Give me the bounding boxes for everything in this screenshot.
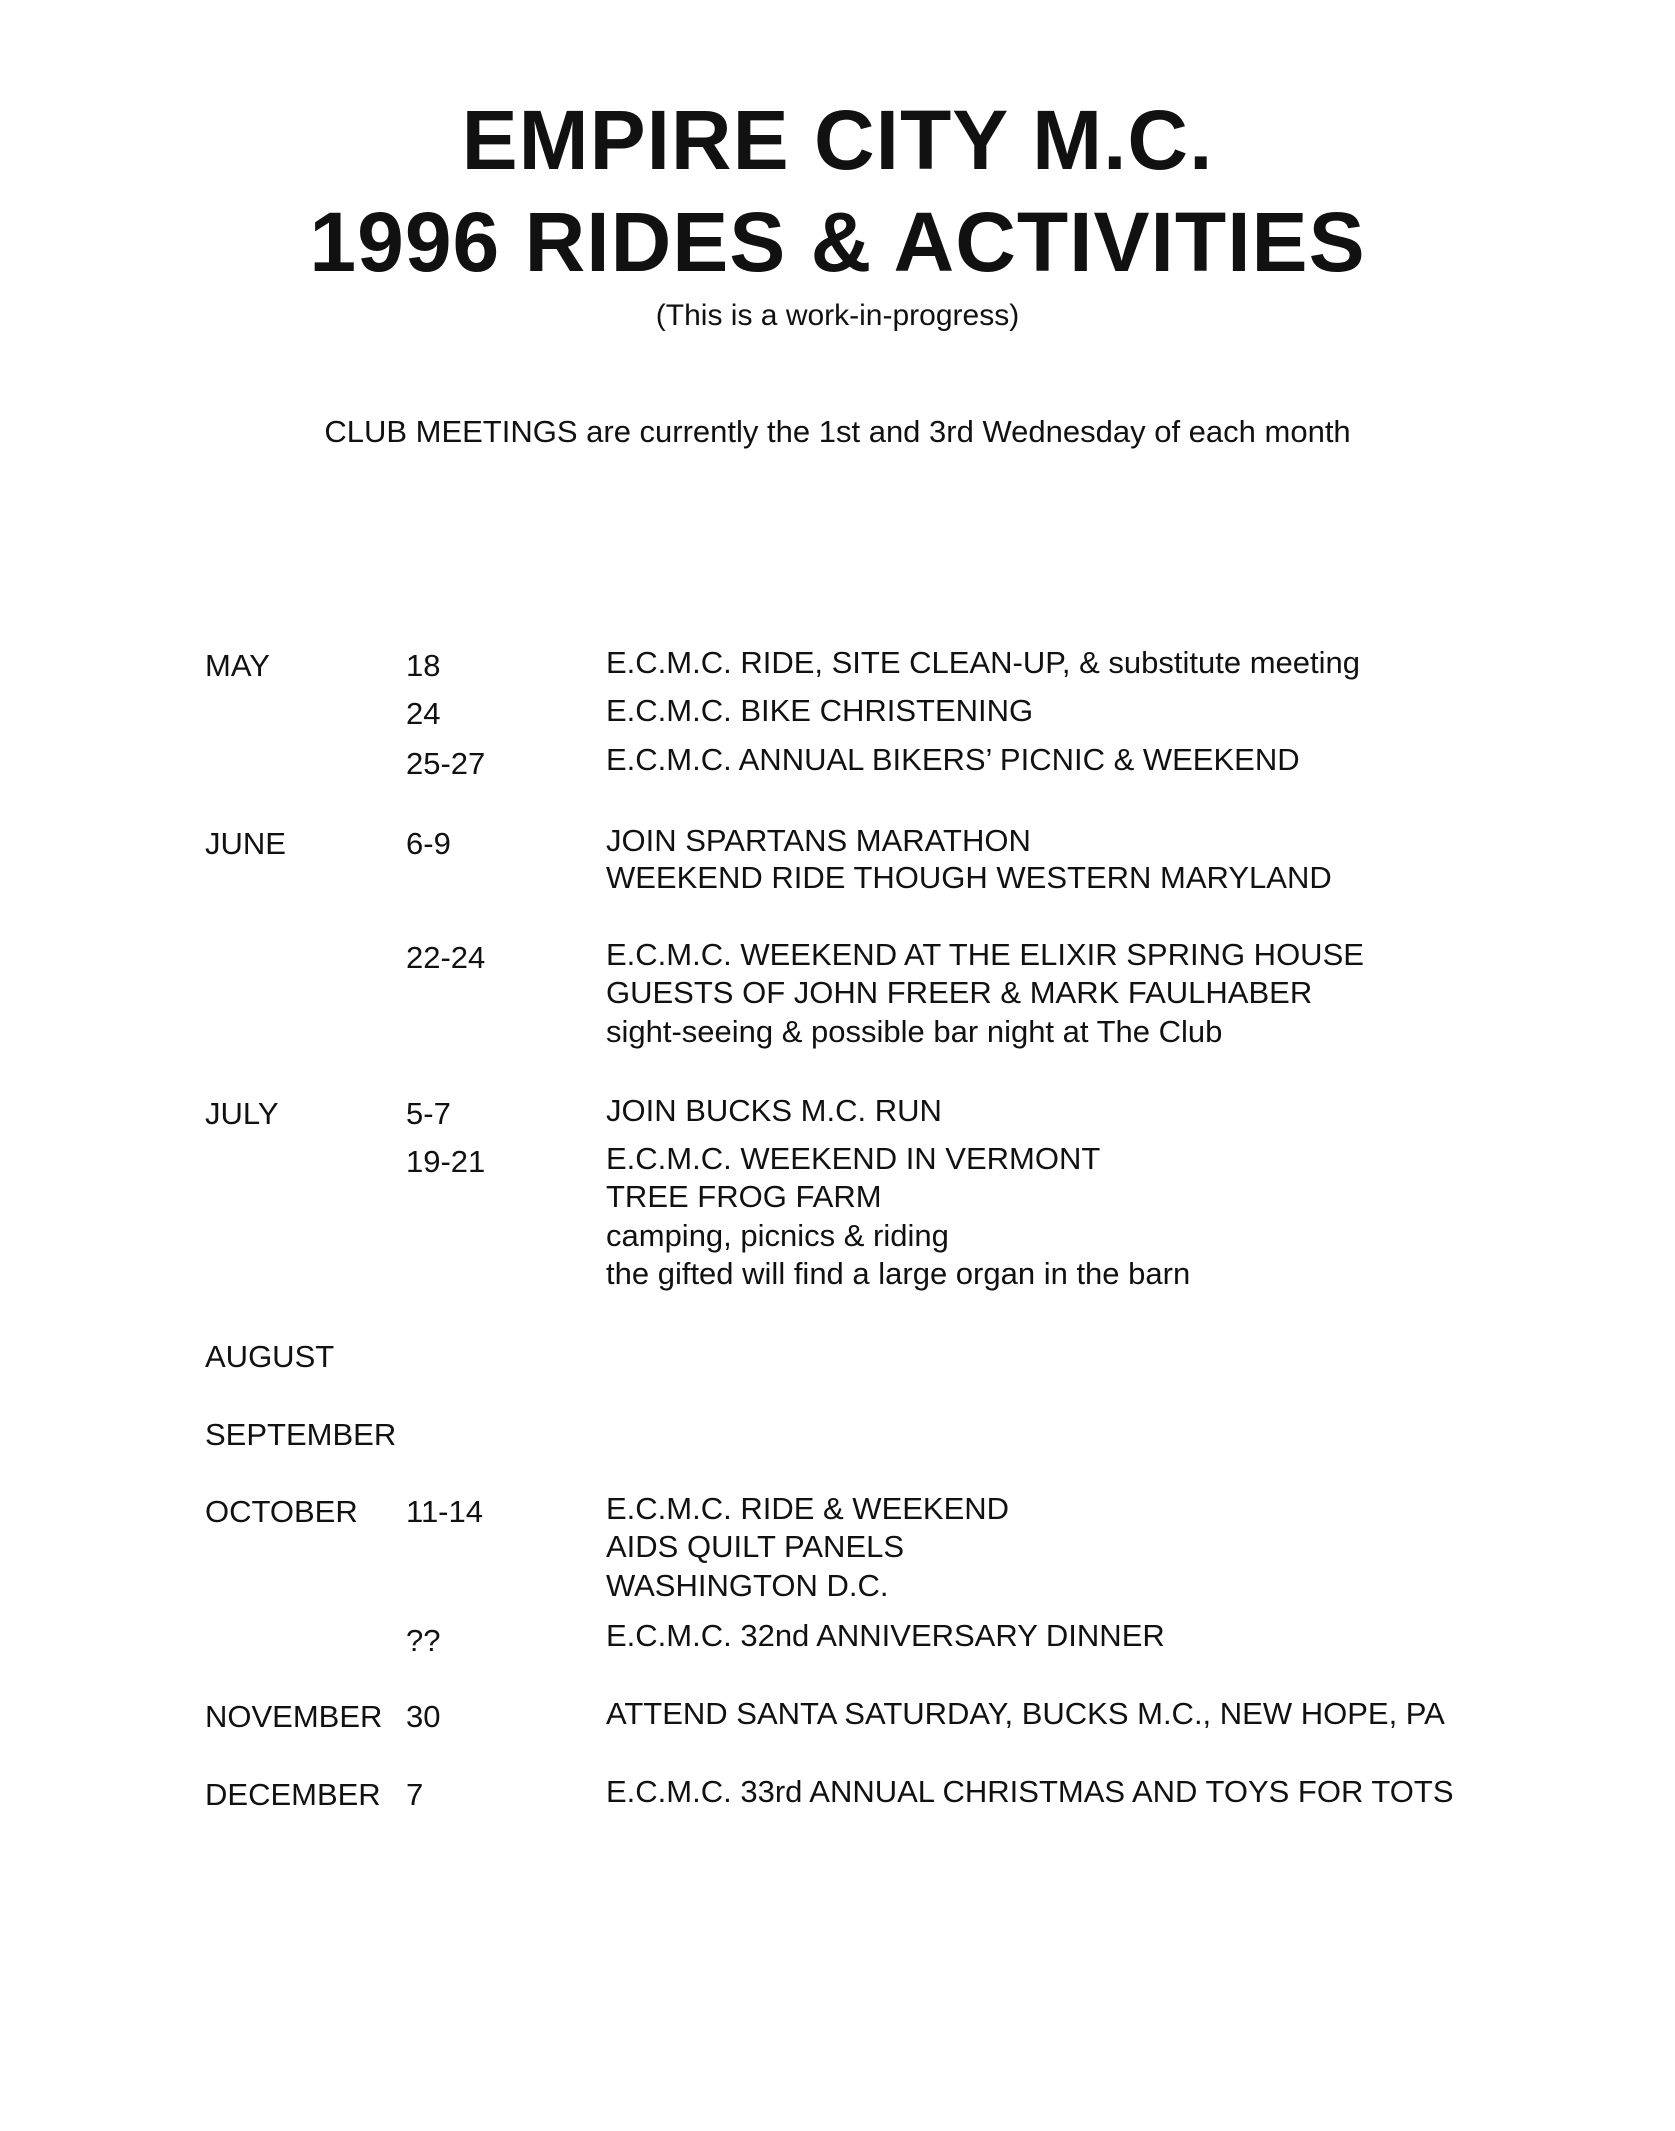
date-july-5-7: 5-7 bbox=[406, 1096, 451, 1131]
event-line: E.C.M.C. BIKE CHRISTENING bbox=[606, 693, 1034, 728]
event-line: WASHINGTON D.C. bbox=[606, 1568, 889, 1603]
event-line: camping, picnics & riding bbox=[606, 1218, 949, 1253]
event-line: E.C.M.C. WEEKEND AT THE ELIXIR SPRING HOUSE bbox=[606, 937, 1364, 972]
event-line: ATTEND SANTA SATURDAY, BUCKS M.C., NEW HOPE, PA bbox=[606, 1696, 1445, 1731]
page-title-line-1: EMPIRE CITY M.C. bbox=[461, 93, 1214, 187]
event-line: GUESTS OF JOHN FREER & MARK FAULHABER bbox=[606, 975, 1313, 1010]
page-title-line-2: 1996 RIDES & ACTIVITIES bbox=[309, 195, 1366, 289]
month-november: NOVEMBER bbox=[205, 1699, 383, 1734]
event-line: sight-seeing & possible bar night at The Club bbox=[606, 1014, 1223, 1049]
month-october: OCTOBER bbox=[205, 1494, 358, 1529]
club-meetings-note: CLUB MEETINGS are currently the 1st and 3rd Wednesday of each month bbox=[324, 414, 1351, 449]
date-may-25-27: 25-27 bbox=[406, 746, 486, 781]
event-line: WEEKEND RIDE THOUGH WESTERN MARYLAND bbox=[606, 860, 1332, 895]
event-line: E.C.M.C. WEEKEND IN VERMONT bbox=[606, 1141, 1101, 1176]
date-june-6-9: 6-9 bbox=[406, 826, 451, 861]
date-may-24: 24 bbox=[406, 696, 441, 731]
date-may-18: 18 bbox=[406, 648, 441, 683]
month-december: DECEMBER bbox=[205, 1777, 381, 1812]
event-line: E.C.M.C. RIDE & WEEKEND bbox=[606, 1491, 1010, 1526]
date-november-30: 30 bbox=[406, 1699, 441, 1734]
month-may: MAY bbox=[205, 648, 270, 683]
event-line: E.C.M.C. ANNUAL BIKERS’ PICNIC & WEEKEND bbox=[606, 742, 1300, 777]
event-line: E.C.M.C. RIDE, SITE CLEAN-UP, & substitute meeting bbox=[606, 645, 1361, 680]
event-line: AIDS QUILT PANELS bbox=[606, 1529, 905, 1564]
month-september: SEPTEMBER bbox=[205, 1417, 397, 1452]
date-december-7: 7 bbox=[406, 1777, 424, 1812]
month-june: JUNE bbox=[205, 826, 286, 861]
date-october-tbd: ?? bbox=[406, 1623, 441, 1658]
date-june-22-24: 22-24 bbox=[406, 940, 486, 975]
event-line: JOIN SPARTANS MARATHON bbox=[606, 823, 1031, 858]
month-august: AUGUST bbox=[205, 1339, 335, 1374]
event-line: E.C.M.C. 32nd ANNIVERSARY DINNER bbox=[606, 1618, 1165, 1653]
date-october-11-14: 11-14 bbox=[406, 1494, 483, 1529]
subtitle: (This is a work-in-progress) bbox=[655, 299, 1020, 332]
event-line: the gifted will find a large organ in the barn bbox=[606, 1256, 1191, 1291]
event-line: TREE FROG FARM bbox=[606, 1179, 882, 1214]
event-line: E.C.M.C. 33rd ANNUAL CHRISTMAS AND TOYS FOR TOTS bbox=[606, 1774, 1454, 1809]
event-line: JOIN BUCKS M.C. RUN bbox=[606, 1093, 942, 1128]
month-july: JULY bbox=[205, 1096, 279, 1131]
date-july-19-21: 19-21 bbox=[406, 1144, 486, 1179]
